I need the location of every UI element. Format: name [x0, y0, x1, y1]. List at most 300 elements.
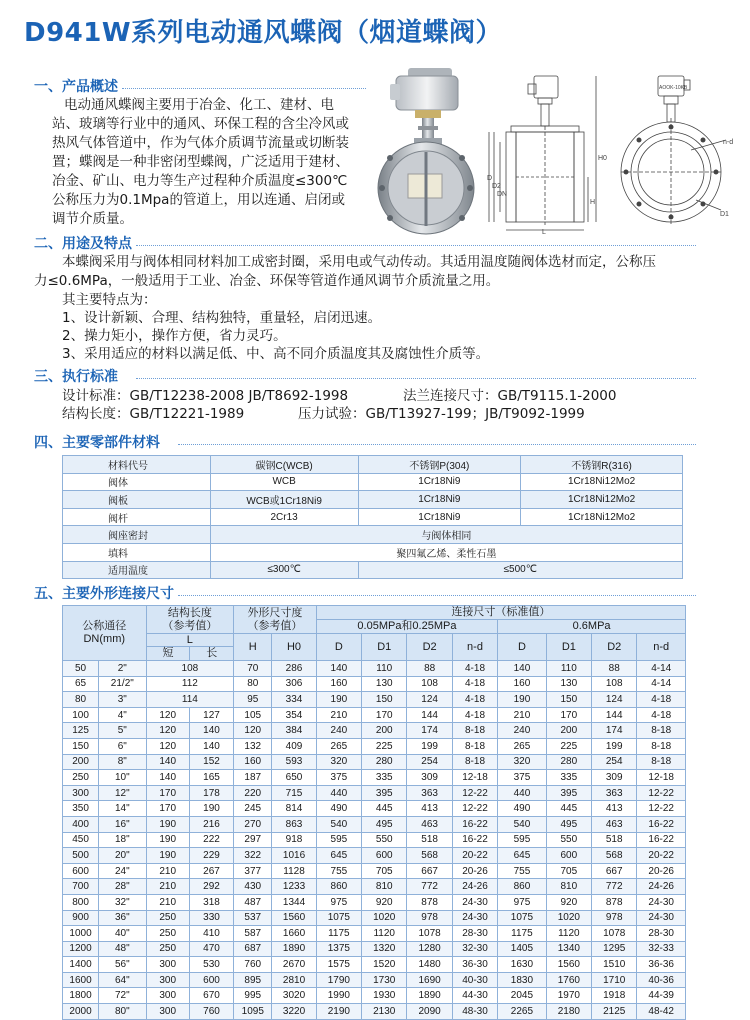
- table-cell: 1790: [316, 972, 361, 988]
- table-cell: 32-30: [452, 941, 497, 957]
- header-col: H: [234, 634, 272, 661]
- table-cell: 174: [407, 723, 452, 739]
- table-cell: 24-30: [637, 910, 686, 926]
- table-cell: 495: [362, 816, 407, 832]
- table-row: [63, 707, 686, 723]
- section-divider: [136, 243, 696, 246]
- table-cell: 24-30: [452, 910, 497, 926]
- table-cell: 95: [234, 692, 272, 708]
- table-cell: ≤300℃: [210, 561, 358, 579]
- header-length: 结构长度 （参考值）: [146, 606, 234, 634]
- table-cell: 810: [362, 879, 407, 895]
- table-cell: 190: [146, 832, 189, 848]
- table-cell: 144: [592, 707, 637, 723]
- overview-line: 调节介质量。: [52, 211, 133, 227]
- label-L: L: [542, 229, 546, 236]
- table-cell: 2265: [498, 1004, 546, 1020]
- table-cell: 715: [272, 785, 316, 801]
- table-cell: 200: [63, 754, 99, 770]
- table-cell: 550: [362, 832, 407, 848]
- table-cell: 667: [407, 863, 452, 879]
- table-cell: 363: [592, 785, 637, 801]
- table-cell: 225: [362, 738, 407, 754]
- table-cell: 245: [234, 801, 272, 817]
- table-cell: 814: [272, 801, 316, 817]
- table-cell: 210: [316, 707, 361, 723]
- table-cell: 540: [316, 816, 361, 832]
- table-cell: 306: [272, 676, 316, 692]
- table-cell: 250: [63, 770, 99, 786]
- table-cell: 16-22: [452, 832, 497, 848]
- table-cell: 463: [592, 816, 637, 832]
- usage-line: 力≤0.6MPa，一般适用于工业、冶金、环保等管道作通风调节介质流量之用。: [34, 273, 500, 289]
- table-cell: WCB: [210, 473, 358, 491]
- overview-line: 置；蝶阀是一种非密闭型蝶阀，广泛适用于建材、: [52, 154, 349, 170]
- table-cell: 755: [316, 863, 361, 879]
- table-cell: 130: [362, 676, 407, 692]
- table-cell: 878: [592, 894, 637, 910]
- table-cell: 292: [189, 879, 233, 895]
- table-cell: 705: [546, 863, 591, 879]
- section-heading-usage: 二、用途及特点: [34, 236, 132, 252]
- table-cell: 900: [63, 910, 99, 926]
- table-cell: 1710: [592, 972, 637, 988]
- table-cell: 650: [272, 770, 316, 786]
- table-cell: 110: [546, 661, 591, 677]
- table-cell: 220: [234, 785, 272, 801]
- table-cell: 24-26: [452, 879, 497, 895]
- table-cell: 384: [272, 723, 316, 739]
- table-cell: 4-14: [637, 676, 686, 692]
- table-cell: 56": [99, 957, 146, 973]
- table-cell: 1400: [63, 957, 99, 973]
- table-cell: 112: [146, 676, 234, 692]
- table-cell: 1375: [316, 941, 361, 957]
- table-cell: 1295: [592, 941, 637, 957]
- table-cell: 124: [407, 692, 452, 708]
- table-cell: 518: [407, 832, 452, 848]
- table-cell: 1233: [272, 879, 316, 895]
- label-D1: D1: [720, 211, 729, 218]
- table-cell: 595: [498, 832, 546, 848]
- table-cell: 500: [63, 848, 99, 864]
- header-long: 长: [206, 647, 218, 659]
- table-cell: 20-22: [637, 848, 686, 864]
- table-cell: 1630: [498, 957, 546, 973]
- table-cell: 463: [407, 816, 452, 832]
- table-cell: 800: [63, 894, 99, 910]
- table-cell: 80": [99, 1004, 146, 1020]
- table-cell: 88: [592, 661, 637, 677]
- table-cell: 6": [99, 738, 146, 754]
- table-cell: 430: [234, 879, 272, 895]
- table-cell: 4-18: [452, 676, 497, 692]
- valve-photo: [370, 66, 482, 236]
- table-cell: 250: [146, 941, 189, 957]
- table-cell: 2000: [63, 1004, 99, 1020]
- table-cell: 1020: [546, 910, 591, 926]
- table-cell: 1918: [592, 988, 637, 1004]
- table-cell: 1800: [63, 988, 99, 1004]
- table-cell: 40": [99, 926, 146, 942]
- table-cell: 1Cr18Ni12Mo2: [521, 491, 683, 509]
- table-cell: 2": [99, 661, 146, 677]
- table-cell: 409: [272, 738, 316, 754]
- table-row: [63, 526, 683, 544]
- section-heading-dimensions: 五、主要外形连接尺寸: [34, 586, 174, 602]
- section-heading-standards: 三、执行标准: [34, 369, 118, 385]
- table-cell: 适用温度: [63, 561, 211, 579]
- table-cell: 80: [63, 692, 99, 708]
- table-row: [63, 661, 686, 677]
- table-cell: 225: [546, 738, 591, 754]
- table-cell: 170: [146, 785, 189, 801]
- table-cell: 18": [99, 832, 146, 848]
- label-D2: D2: [492, 183, 501, 190]
- table-cell: 593: [272, 754, 316, 770]
- table-cell: 材料代号: [63, 456, 211, 474]
- table-cell: 170: [146, 801, 189, 817]
- table-cell: 150: [362, 692, 407, 708]
- length-standard: 结构长度：GB/T12221-1989: [62, 406, 245, 422]
- table-cell: 413: [407, 801, 452, 817]
- label-H0: H0: [598, 155, 607, 162]
- table-cell: 755: [498, 863, 546, 879]
- table-cell: 44-39: [637, 988, 686, 1004]
- table-cell: 772: [592, 879, 637, 895]
- materials-table: [62, 455, 683, 579]
- table-cell: 12-22: [452, 785, 497, 801]
- table-cell: 760: [234, 957, 272, 973]
- table-cell: 199: [407, 738, 452, 754]
- table-row: [63, 988, 686, 1004]
- table-row: [63, 816, 686, 832]
- overview-line: 公称压力为0.1Mpa的管道上，用以连通、启闭或: [52, 192, 345, 208]
- table-cell: 1405: [498, 941, 546, 957]
- overview-line: 电动通风蝶阀主要用于冶金、化工、建材、电: [64, 97, 334, 113]
- table-cell: 190: [498, 692, 546, 708]
- table-cell: 410: [189, 926, 233, 942]
- design-standard: 设计标准：GB/T12238-2008 JB/T8692-1998: [62, 388, 349, 404]
- table-cell: 4": [99, 707, 146, 723]
- table-header-row: [63, 606, 686, 620]
- table-cell: 174: [592, 723, 637, 739]
- table-cell: 127: [189, 707, 233, 723]
- table-cell: 8-18: [452, 754, 497, 770]
- table-cell: 1020: [362, 910, 407, 926]
- table-cell: 16": [99, 816, 146, 832]
- table-header-row: [63, 634, 686, 661]
- table-cell: 199: [592, 738, 637, 754]
- table-cell: 1830: [498, 972, 546, 988]
- header-short: 短: [147, 647, 191, 660]
- page-title: D941W系列电动通风蝶阀（烟道蝶阀）: [24, 18, 503, 48]
- table-cell: 530: [189, 957, 233, 973]
- table-cell: 860: [498, 879, 546, 895]
- table-cell: 190: [316, 692, 361, 708]
- table-cell: 210: [146, 879, 189, 895]
- overview-line: 站、玻璃等行业中的通风、环保工程的含尘冷风或: [52, 116, 349, 132]
- table-cell: 863: [272, 816, 316, 832]
- table-cell: 4-18: [452, 707, 497, 723]
- table-cell: 12": [99, 785, 146, 801]
- table-cell: 108: [592, 676, 637, 692]
- table-cell: 16-22: [637, 816, 686, 832]
- section-heading-overview: 一、产品概述: [34, 79, 118, 95]
- table-cell: 335: [546, 770, 591, 786]
- table-cell: 229: [189, 848, 233, 864]
- table-cell: 160: [498, 676, 546, 692]
- table-row: [63, 972, 686, 988]
- table-cell: 40-30: [452, 972, 497, 988]
- table-cell: 1078: [592, 926, 637, 942]
- table-cell: 265: [316, 738, 361, 754]
- table-cell: 667: [592, 863, 637, 879]
- header-pressure-high: 0.6MPa: [498, 620, 686, 634]
- table-cell: 140: [189, 738, 233, 754]
- table-row: [63, 785, 686, 801]
- table-cell: 12-18: [637, 770, 686, 786]
- table-cell: 70: [234, 661, 272, 677]
- table-cell: 3": [99, 692, 146, 708]
- usage-line: 2、操力矩小，操作方便，省力灵巧。: [62, 328, 287, 344]
- table-cell: 5": [99, 723, 146, 739]
- table-cell: 1890: [407, 988, 452, 1004]
- table-cell: 600: [189, 972, 233, 988]
- table-cell: 2Cr13: [210, 508, 358, 526]
- table-cell: 120: [234, 723, 272, 739]
- table-cell: 540: [498, 816, 546, 832]
- header-connection: 连接尺寸（标准值）: [316, 606, 685, 620]
- table-cell: 300: [63, 785, 99, 801]
- table-cell: 772: [407, 879, 452, 895]
- header-dn: 公称通径 DN(mm): [63, 606, 147, 661]
- label-H: H: [590, 199, 596, 206]
- table-cell: 20-26: [637, 863, 686, 879]
- section-divider: [178, 593, 696, 596]
- label-DN: DN: [497, 191, 508, 198]
- table-cell: 1990: [316, 988, 361, 1004]
- table-cell: 920: [546, 894, 591, 910]
- table-cell: 1930: [362, 988, 407, 1004]
- table-cell: 2810: [272, 972, 316, 988]
- table-cell: 860: [316, 879, 361, 895]
- table-cell: 495: [546, 816, 591, 832]
- table-cell: 210: [146, 863, 189, 879]
- table-cell: 445: [362, 801, 407, 817]
- usage-line: 其主要特点为：: [62, 292, 157, 308]
- table-cell: 4-14: [637, 661, 686, 677]
- usage-line: 1、设计新颖、合理、结构独特，重量轻，启闭迅速。: [62, 310, 382, 326]
- table-cell: 1Cr18Ni9: [358, 508, 521, 526]
- table-cell: 140: [146, 754, 189, 770]
- table-cell: 200: [546, 723, 591, 739]
- table-cell: 190: [146, 848, 189, 864]
- table-cell: 1095: [234, 1004, 272, 1020]
- table-cell: 125: [63, 723, 99, 739]
- table-cell: 8-18: [452, 738, 497, 754]
- table-cell: 1000: [63, 926, 99, 942]
- section-divider: [122, 86, 366, 89]
- table-cell: 44-30: [452, 988, 497, 1004]
- table-row: [63, 801, 686, 817]
- label-D: D: [487, 175, 493, 182]
- section-divider: [178, 442, 696, 445]
- table-cell: 100: [63, 707, 99, 723]
- table-cell: 88: [407, 661, 452, 677]
- header-pressure-low: 0.05MPa和0.25MPa: [316, 620, 498, 634]
- table-cell: 1Cr18Ni12Mo2: [521, 508, 683, 526]
- table-cell: 36": [99, 910, 146, 926]
- table-cell: 28-30: [452, 926, 497, 942]
- table-cell: 152: [189, 754, 233, 770]
- table-cell: 2670: [272, 957, 316, 973]
- table-cell: 1560: [546, 957, 591, 973]
- table-cell: 1970: [546, 988, 591, 1004]
- table-cell: 24-30: [637, 894, 686, 910]
- table-row: [63, 879, 686, 895]
- table-cell: 270: [234, 816, 272, 832]
- table-cell: 108: [407, 676, 452, 692]
- table-cell: 920: [362, 894, 407, 910]
- table-cell: 50: [63, 661, 99, 677]
- table-cell: 375: [316, 770, 361, 786]
- table-cell: 160: [316, 676, 361, 692]
- table-cell: 3020: [272, 988, 316, 1004]
- table-cell: 537: [234, 910, 272, 926]
- table-cell: 4-18: [452, 692, 497, 708]
- table-cell: 300: [146, 1004, 189, 1020]
- table-cell: 440: [316, 785, 361, 801]
- table-cell: 20": [99, 848, 146, 864]
- header-outline: 外形尺寸度 （参考值）: [234, 606, 317, 634]
- overview-line: 冶金、矿山、电力等生产过程种介质温度≤300℃: [52, 173, 348, 189]
- table-cell: 12-18: [452, 770, 497, 786]
- header-L-label: L: [147, 634, 234, 647]
- table-cell: 600: [63, 863, 99, 879]
- table-cell: 114: [146, 692, 234, 708]
- table-cell: 670: [189, 988, 233, 1004]
- table-cell: 200: [362, 723, 407, 739]
- table-cell: 32": [99, 894, 146, 910]
- table-cell: 8-18: [637, 738, 686, 754]
- table-cell: 700: [63, 879, 99, 895]
- table-cell: 1200: [63, 941, 99, 957]
- table-row: [63, 738, 686, 754]
- table-cell: 24-30: [452, 894, 497, 910]
- table-cell: 140: [189, 723, 233, 739]
- table-cell: 108: [146, 661, 234, 677]
- table-cell: 4-18: [637, 692, 686, 708]
- valve-technical-drawing: [486, 70, 741, 235]
- table-cell: 24-26: [637, 879, 686, 895]
- table-cell: 300: [146, 972, 189, 988]
- pressure-standard: 压力试验：GB/T13927-199；JB/T9092-1999: [298, 406, 585, 422]
- table-cell: 1Cr18Ni12Mo2: [521, 473, 683, 491]
- usage-line: 本蝶阀采用与阀体相同材料加工成密封圈，采用电或气动传动。其适用温度随阀体选材而定，公称压: [62, 254, 656, 270]
- table-cell: 1760: [546, 972, 591, 988]
- table-cell: 16-22: [637, 832, 686, 848]
- table-cell: 587: [234, 926, 272, 942]
- table-cell: 1520: [362, 957, 407, 973]
- table-cell: 375: [498, 770, 546, 786]
- table-row: [63, 491, 683, 509]
- table-cell: 550: [546, 832, 591, 848]
- table-cell: 318: [189, 894, 233, 910]
- header-col: n-d: [637, 634, 686, 661]
- table-cell: 687: [234, 941, 272, 957]
- table-cell: 1Cr18Ni9: [358, 473, 521, 491]
- section-heading-materials: 四、主要零部件材料: [34, 435, 160, 451]
- table-cell: 1560: [272, 910, 316, 926]
- table-cell: 21/2": [99, 676, 146, 692]
- table-cell: 1890: [272, 941, 316, 957]
- table-cell: 395: [546, 785, 591, 801]
- table-cell: 28": [99, 879, 146, 895]
- table-cell: 150: [63, 738, 99, 754]
- table-cell: ≤500℃: [358, 561, 683, 579]
- table-cell: 210: [498, 707, 546, 723]
- table-cell: 1175: [316, 926, 361, 942]
- table-cell: 265: [498, 738, 546, 754]
- table-cell: 1075: [316, 910, 361, 926]
- table-cell: 300: [146, 988, 189, 1004]
- table-cell: 254: [407, 754, 452, 770]
- table-cell: 978: [407, 910, 452, 926]
- table-cell: 8-18: [452, 723, 497, 739]
- table-cell: 440: [498, 785, 546, 801]
- table-cell: 140: [498, 661, 546, 677]
- table-cell: 120: [146, 738, 189, 754]
- nameplate-label: AOOK-10KB: [659, 85, 688, 91]
- table-cell: 320: [498, 754, 546, 770]
- table-cell: 165: [189, 770, 233, 786]
- table-cell: 300: [146, 957, 189, 973]
- table-cell: 65: [63, 676, 99, 692]
- table-cell: 395: [362, 785, 407, 801]
- table-row: [63, 561, 683, 579]
- table-cell: WCB或1Cr18Ni9: [210, 491, 358, 509]
- table-cell: 170: [546, 707, 591, 723]
- table-cell: 130: [546, 676, 591, 692]
- table-cell: 1320: [362, 941, 407, 957]
- table-row: [63, 1004, 686, 1020]
- table-cell: 1280: [407, 941, 452, 957]
- table-cell: 1690: [407, 972, 452, 988]
- table-cell: 210: [146, 894, 189, 910]
- table-cell: 8-18: [637, 723, 686, 739]
- table-cell: 280: [362, 754, 407, 770]
- table-cell: 445: [546, 801, 591, 817]
- table-cell: 阀杆: [63, 508, 211, 526]
- table-cell: 20-26: [452, 863, 497, 879]
- table-cell: 1480: [407, 957, 452, 973]
- table-cell: 1128: [272, 863, 316, 879]
- table-row: [63, 894, 686, 910]
- table-row: [63, 508, 683, 526]
- table-cell: 320: [316, 754, 361, 770]
- table-cell: 518: [592, 832, 637, 848]
- table-cell: 10": [99, 770, 146, 786]
- table-cell: 250: [146, 926, 189, 942]
- overview-line: 热风气体管道中，作为气体介质调节流量或切断装: [52, 135, 349, 151]
- table-cell: 1120: [362, 926, 407, 942]
- table-cell: 1Cr18Ni9: [358, 491, 521, 509]
- table-cell: 335: [362, 770, 407, 786]
- table-cell: 16-22: [452, 816, 497, 832]
- table-cell: 2180: [546, 1004, 591, 1020]
- table-cell: 600: [362, 848, 407, 864]
